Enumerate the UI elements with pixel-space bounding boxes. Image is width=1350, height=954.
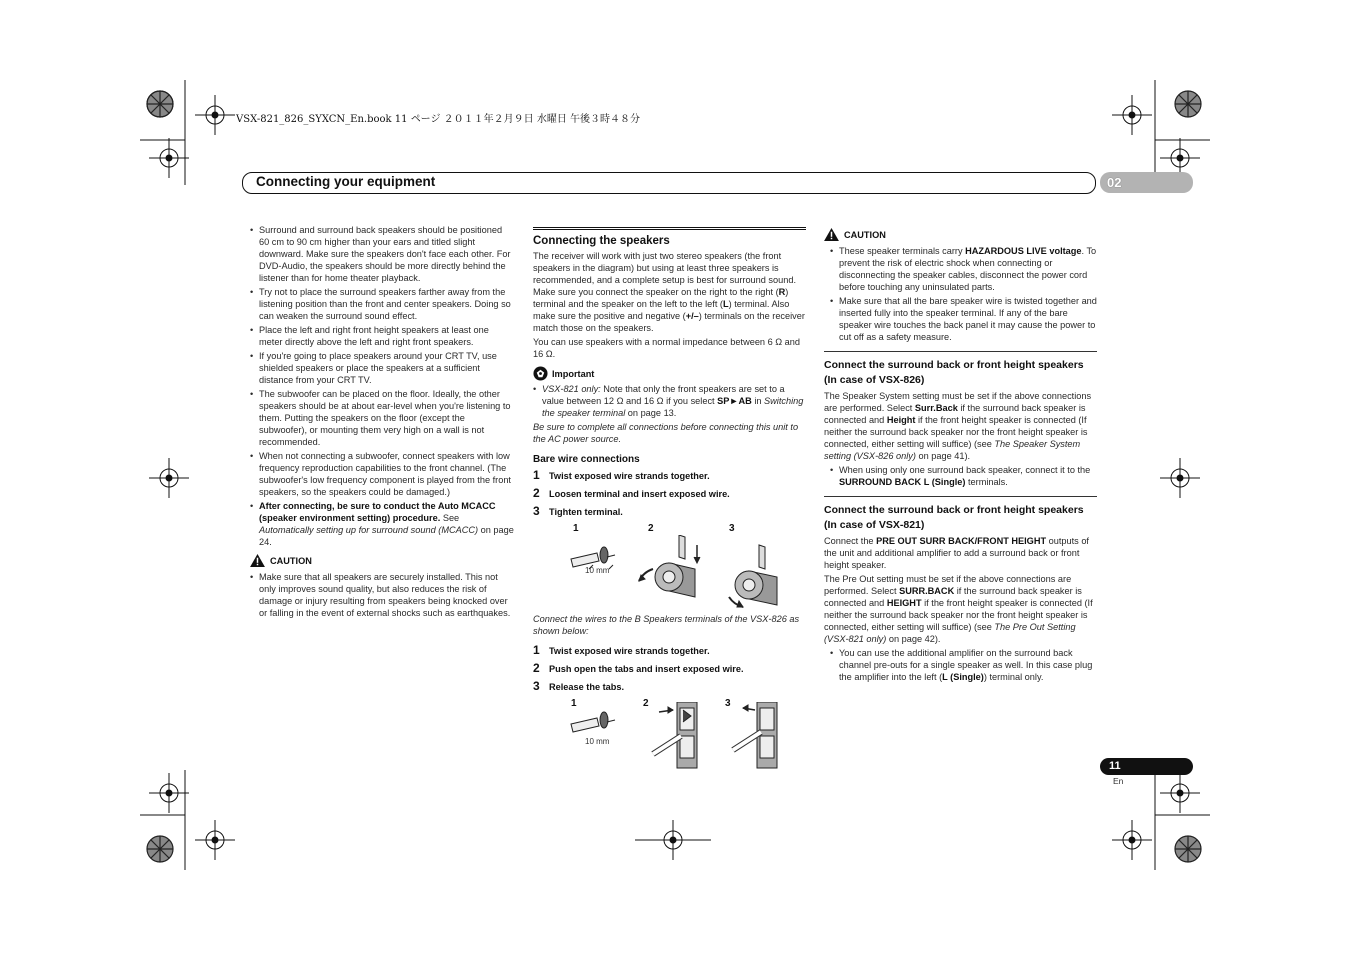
- section-title: Connect the surround back or front height speakers (In case of VSX-826): [824, 359, 1084, 386]
- mcacc-page: on page 24.: [259, 525, 514, 547]
- mcacc-see: See: [442, 513, 460, 523]
- caution-item: • Make sure that all the bare speaker wire is twisted together and inserted fully into the speaker terminal. If any of the bare speaker wire touches the back panel it may cause the power to cut off as a safety measure.: [830, 295, 1097, 343]
- chapter-number: 02: [1107, 175, 1122, 190]
- section-title: Connect the surround back or front height speakers (In case of VSX-821): [824, 504, 1084, 531]
- impedance-paragraph: You can use speakers with a normal impedance between 6 Ω and 16 Ω.: [533, 337, 801, 359]
- list-item: • Place the left and right front height speakers at least one meter directly above the left and right front speakers.: [250, 324, 514, 348]
- list-item: • When using only one surround back speaker, connect it to the SURROUND BACK L (Single) terminals.: [830, 464, 1097, 488]
- terminal-figure-a: [533, 523, 806, 609]
- figure-step-number: 2: [648, 523, 654, 534]
- section-rule: [824, 496, 1097, 497]
- list-item: • If you're going to place speakers around your CRT TV, use shielded speakers or place the speakers at a sufficient distance from your CRT TV.: [250, 350, 514, 386]
- mcacc-note: After connecting, be sure to conduct the Auto MCACC (speaker environment setting) procedure.: [259, 501, 496, 523]
- step: 3 Tighten terminal.: [533, 504, 623, 518]
- caution-label: CAUTION: [844, 229, 886, 240]
- middle-column: [533, 227, 806, 780]
- b-speakers-note: Connect the wires to the B Speakers terminals of the VSX-826 as shown below:: [533, 614, 800, 636]
- caution-label: CAUTION: [270, 555, 312, 566]
- caution-heading: [250, 554, 514, 567]
- step: 1 Twist exposed wire strands together.: [533, 643, 710, 657]
- caution-item: • These speaker terminals carry HAZARDOUS LIVE voltage. To prevent the risk of electric shock when connecting or disconnecting the speaker cables, disconnect the power cord before touching any uninsulated parts.: [830, 245, 1097, 293]
- list-item: • The subwoofer can be placed on the floor. Ideally, the other speakers should be at about ear-level when you're listening to them. Putting the speakers on the floor (except the subwoofer), or mounting them very high on a wall is not recommended.: [250, 388, 514, 448]
- strip-length-label: 10 mm: [585, 566, 610, 575]
- figure-step-number: 1: [571, 698, 577, 709]
- step: 2 Push open the tabs and insert exposed wire.: [533, 661, 744, 675]
- figure-step-number: 1: [573, 523, 579, 534]
- print-slug: VSX-821_826_SYXCN_En.book 11 ページ ２０１１年２月９日 水曜日 午後３時４８分: [236, 114, 641, 125]
- left-column: [250, 224, 514, 621]
- list-item: • When not connecting a subwoofer, connect speakers with low frequency reproduction capabilities to the front channel. (The subwoofer's low frequency component is played from the front speakers, so the speakers could be damaged.): [250, 450, 514, 498]
- ac-power-note: Be sure to complete all connections before connecting this unit to the AC power source.: [533, 422, 799, 444]
- list-item: • You can use the additional amplifier on the surround back channel pre-outs for a single speaker as well. In this case plug the amplifier into the left (L (Single)) terminal only.: [830, 647, 1097, 683]
- section-rule: [533, 227, 806, 230]
- list-item: • Try not to place the surround speakers farther away from the listening position than the front and center speakers. Doing so can weaken the surround sound effect.: [250, 286, 514, 322]
- page-number: 11: [1109, 760, 1121, 772]
- strip-length-label: 10 mm: [585, 737, 610, 746]
- polarity-paragraph: Make sure you connect the speaker on the right to the right (R) terminal and the speaker on the left to the left (L) terminal. Also make sure the positive and negative (+/–) terminals on the receiver match those on the speakers.: [533, 287, 805, 333]
- list-item: [250, 500, 514, 548]
- step: 3 Release the tabs.: [533, 679, 625, 693]
- intro-paragraph: The receiver will work with just two stereo speakers (the front speakers in the diagram) but using at least three speakers is recommended, and a complete setup is best for surround sound.: [533, 251, 797, 285]
- vsx826-paragraph: The Speaker System setting must be set if the above connections are performed. Select Surr.Back if the surround back speaker is connected and Height if the front height speaker is connected (If neither the surround back speaker nor the front height speaker is connected, either setting will suffice) (see The Speaker System setting (VSX-826 only) on page 41).: [824, 391, 1092, 461]
- section-rule: [824, 351, 1097, 352]
- placement-tips-list: [250, 224, 514, 548]
- terminal-figure-b: [533, 698, 806, 776]
- caution-heading: [824, 228, 1097, 241]
- bare-wire-title: Bare wire connections: [533, 454, 640, 465]
- figure-step-number: 3: [729, 523, 735, 534]
- vsx821-paragraph-2: The Pre Out setting must be set if the above connections are performed. Select SURR.BACK if the surround back speaker is connected and HEIGHT if the front height speaker is connected (If neither the surround back speaker nor the front height speaker is connected, either setting will suffice) (see The Pre Out Setting (VSX-821 only) on page 42).: [824, 574, 1093, 644]
- mcacc-reference: Automatically setting up for surround sound (MCACC): [259, 525, 479, 535]
- figure-step-number: 3: [725, 698, 731, 709]
- caution-item: • Make sure that all speakers are securely installed. This not only improves sound quality, but also reduces the risk of damage or injury resulting from speakers being knocked over or falling in the event of external shocks such as earthquakes.: [250, 571, 514, 619]
- important-icon: [533, 366, 548, 381]
- figure-step-number: 2: [643, 698, 649, 709]
- right-column: [824, 228, 1097, 685]
- important-item: • VSX-821 only: Note that only the front speakers are set to a value between 12 Ω and 16 Ω if you select SP►AB in Switching the speaker terminal on page 13.: [533, 383, 806, 419]
- section-title: Connecting the speakers: [533, 235, 670, 247]
- warning-icon: [824, 228, 839, 241]
- page-language: En: [1113, 776, 1124, 786]
- warning-icon: [250, 554, 265, 567]
- important-label: Important: [552, 368, 595, 379]
- step: 2 Loosen terminal and insert exposed wire.: [533, 486, 730, 500]
- important-heading: [533, 366, 806, 381]
- list-item: • Surround and surround back speakers should be positioned 60 cm to 90 cm higher than your ears and titled slight downward. Make sure the speakers don't face each other. For DVD-Audio, the speakers should be more directly behind the listener than for home theater playback.: [250, 224, 514, 284]
- chapter-title: Connecting your equipment: [256, 174, 436, 189]
- wire-terminal-illustration: [569, 535, 809, 609]
- spring-terminal-illustration: [569, 702, 809, 776]
- step: 1 Twist exposed wire strands together.: [533, 468, 710, 482]
- vsx821-paragraph-1: Connect the PRE OUT SURR BACK/FRONT HEIGHT outputs of the unit and additional amplifier to add a surround back or front height speaker.: [824, 536, 1089, 570]
